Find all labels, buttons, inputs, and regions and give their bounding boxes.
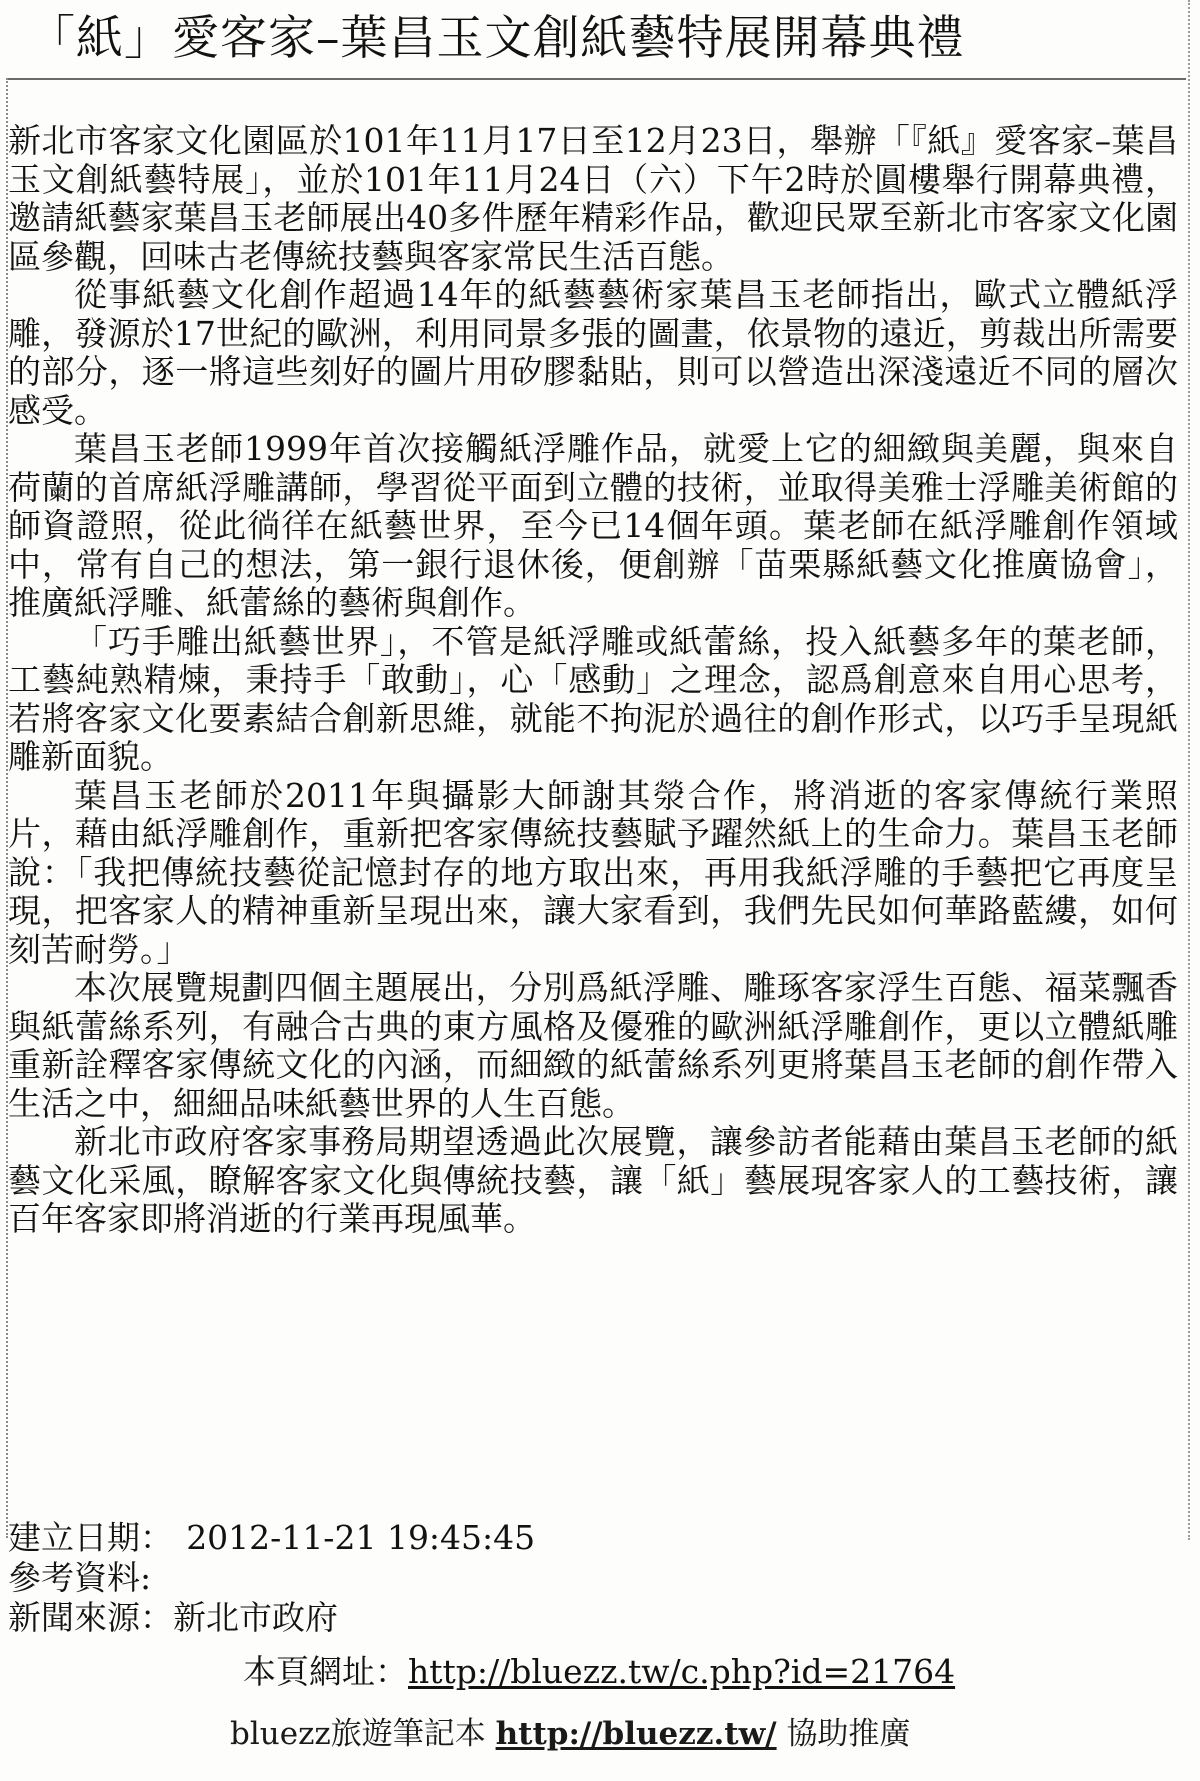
paragraph-5: 葉昌玉老師於2011年與攝影大師謝其滎合作，將消逝的客家傳統行業照片，藉由紙浮雕創作，重新把客家傳統技藝賦予躍然紙上的生命力。葉昌玉老師說：「我把傳統技藝從記憶封存的地方取出來，再用我紙浮雕的手藝把它再度呈現，把客家人的精神重新呈現出來，讓大家看到，我們先民如何華路藍縷，如何刻苦耐勞。」 — [8, 775, 1178, 969]
paragraph-7: 新北市政府客家事務局期望透過此次展覽，讓參訪者能藉由葉昌玉老師的紙藝文化采風，瞭解客家文化與傳統技藝，讓「紙」藝展現客家人的工藝技術，讓百年客家即將消逝的行業再現風華。 — [8, 1122, 1178, 1238]
footer-suffix: 協助推廣 — [786, 1716, 911, 1752]
paragraph-3: 葉昌玉老師1999年首次接觸紙浮雕作品，就愛上它的細緻與美麗，與來自荷蘭的首席紙浮雕講師，學習從平面到立體的技術，並取得美雅士浮雕美術館的師資證照，從此徜徉在紙藝世界，至今已14個年頭。葉老師在紙浮雕創作領域中，常有自己的想法，第一銀行退休後，便創辦「苗栗縣紙藝文化推廣協會」，推廣紙浮雕、紙蕾絲的藝術與創作。 — [8, 429, 1178, 622]
paragraph-2: 從事紙藝文化創作超過14年的紙藝藝術家葉昌玉老師指出，歐式立體紙浮雕，發源於17世紀的歐洲，利用同景多張的圖畫，依景物的遠近，剪裁出所需要的部分，逐一將這些刻好的圖片用矽膠黏貼，則可以營造出深淺遠近不同的層次感受。 — [8, 275, 1178, 430]
frame-right-border — [1188, 0, 1190, 1540]
footer-credit — [230, 1714, 910, 1754]
created-date-label: 建立日期： — [8, 1518, 173, 1557]
paragraph-4: 「巧手雕出紙藝世界」，不管是紙浮雕或紙蕾絲，投入紙藝多年的葉老師，工藝純熟精煉，秉持手「敢動」，心「感動」之理念，認爲創意來自用心思考，若將客家文化要素結合創新思維，就能不拘泥於過往的創作形式，以巧手呈現紙雕新面貌。 — [8, 621, 1178, 776]
paragraph-1: 新北市客家文化園區於101年11月17日至12月23日，舉辦「『紙』愛客家–葉昌玉文創紙藝特展」，並於101年11月24日（六）下午2時於圓樓舉行開幕典禮，邀請紙藝家葉昌玉老師展出40多件歷年精彩作品，歡迎民眾至新北市客家文化園區參觀，回味古老傳統技藝與客家常民生活百態。 — [8, 121, 1178, 276]
created-date-value: 2012-11-21 19:45:45 — [186, 1518, 536, 1557]
news-source-value: 新北市政府 — [173, 1598, 338, 1637]
reference-row — [8, 1558, 1178, 1598]
footer-site-name: bluezz旅遊筆記本 — [230, 1716, 486, 1752]
page-url-link[interactable]: http://bluezz.tw/c.php?id=21764 — [408, 1652, 956, 1691]
news-source-row — [8, 1598, 1178, 1638]
page-url-row — [243, 1652, 955, 1692]
news-source-label: 新聞來源： — [8, 1598, 173, 1637]
created-date-row — [8, 1518, 1178, 1558]
page-url-label: 本頁網址： — [243, 1652, 408, 1691]
frame-top-border — [6, 78, 1186, 80]
article-meta — [8, 1518, 1178, 1638]
article-title: 「紙」愛客家–葉昌玉文創紙藝特展開幕典禮 — [28, 11, 965, 66]
paragraph-6: 本次展覽規劃四個主題展出，分別爲紙浮雕、雕琢客家浮生百態、福菜飄香與紙蕾絲系列，有融合古典的東方風格及優雅的歐洲紙浮雕創作，更以立體紙雕重新詮釋客家傳統文化的內涵，而細緻的紙蕾絲系列更將葉昌玉老師的創作帶入生活之中，細細品味紙藝世界的人生百態。 — [8, 968, 1178, 1123]
footer-site-link[interactable]: http://bluezz.tw/ — [495, 1716, 777, 1752]
reference-label: 參考資料: — [8, 1558, 152, 1597]
article-body — [8, 122, 1178, 1239]
